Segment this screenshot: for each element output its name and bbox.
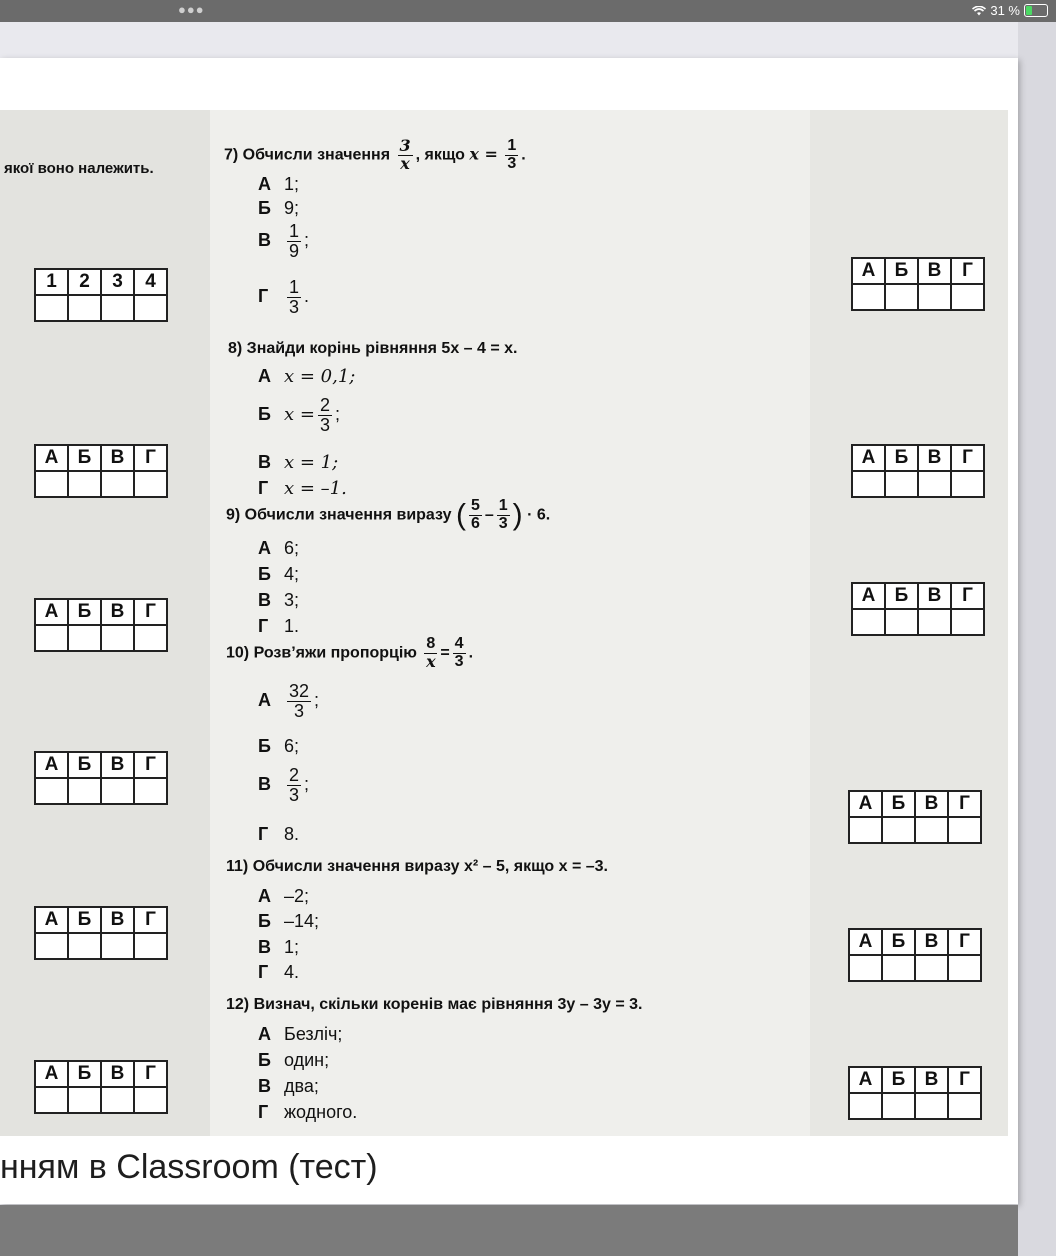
- answer-grid-numeric: [34, 268, 168, 322]
- question-9: 9) Обчисли значення виразу ( $\frac{5}{6}$ – $\frac{1}{3}$ ) · 6.: [226, 497, 551, 532]
- grid-cell[interactable]: [885, 471, 918, 497]
- status-bar: [0, 0, 1056, 22]
- grid-header: А: [35, 599, 68, 625]
- option-9d[interactable]: Г 1.: [258, 616, 300, 636]
- grid-cell[interactable]: [885, 284, 918, 310]
- grid-cell[interactable]: [68, 933, 101, 959]
- grid-header: А: [35, 907, 68, 933]
- grid-cell[interactable]: [849, 955, 882, 981]
- answer-grid: [34, 598, 168, 652]
- grid-header: Г: [951, 258, 984, 284]
- question-12: 12) Визнач, скільки коренів має рівняння 3y – 3y = 3.: [226, 996, 643, 1013]
- grid-cell[interactable]: [101, 625, 134, 651]
- grid-cell[interactable]: [852, 471, 885, 497]
- grid-cell[interactable]: [852, 609, 885, 635]
- answer-grid: [34, 751, 168, 805]
- grid-cell[interactable]: [915, 1093, 948, 1119]
- grid-header: Г: [951, 583, 984, 609]
- question-10: 10) Розв’яжи пропорцію $\frac{8}{x}$ = $\frac{4}{3}$ .: [226, 635, 474, 671]
- grid-header: Г: [948, 791, 981, 817]
- battery-percent: 31 %: [990, 3, 1020, 18]
- grid-cell[interactable]: [35, 1087, 68, 1113]
- grid-cell[interactable]: [134, 295, 167, 321]
- grid-header: В: [101, 599, 134, 625]
- multitask-dots-icon[interactable]: ●●●: [178, 2, 205, 17]
- answer-grid: [34, 444, 168, 498]
- grid-header: 1: [35, 269, 68, 295]
- grid-header: В: [101, 907, 134, 933]
- question-8: 8) Знайди корінь рівняння 5x – 4 = x.: [228, 340, 518, 357]
- grid-cell[interactable]: [68, 295, 101, 321]
- grid-cell[interactable]: [918, 284, 951, 310]
- wifi-icon: [972, 6, 986, 16]
- grid-header: Б: [885, 445, 918, 471]
- grid-header: 3: [101, 269, 134, 295]
- answer-grid: [848, 1066, 982, 1120]
- grid-header: А: [852, 258, 885, 284]
- grid-header: А: [852, 583, 885, 609]
- grid-cell[interactable]: [68, 471, 101, 497]
- option-7d[interactable]: Г $\frac{1}{3}$ .: [258, 277, 310, 317]
- grid-cell[interactable]: [101, 778, 134, 804]
- grid-cell[interactable]: [882, 817, 915, 843]
- option-8c[interactable]: В x = 1;: [258, 452, 339, 473]
- grid-header: В: [915, 1067, 948, 1093]
- grid-header: Г: [134, 599, 167, 625]
- side-strip: [1018, 22, 1056, 1256]
- option-10b[interactable]: Б 6;: [258, 736, 300, 756]
- grid-header: В: [918, 583, 951, 609]
- grid-header: В: [915, 929, 948, 955]
- grid-header: Г: [948, 929, 981, 955]
- grid-header: В: [918, 445, 951, 471]
- grid-header: В: [101, 1061, 134, 1087]
- question-7: 7) Обчисли значення $\frac{3}{x}$ , якщо x = $\frac{1}{3}$ .: [224, 136, 526, 173]
- answer-grid: [851, 582, 985, 636]
- grid-cell[interactable]: [915, 817, 948, 843]
- grid-cell[interactable]: [852, 284, 885, 310]
- option-7b[interactable]: Б 9;: [258, 198, 300, 218]
- grid-header: Г: [948, 1067, 981, 1093]
- grid-header: А: [849, 929, 882, 955]
- grid-header: А: [35, 1061, 68, 1087]
- grid-cell[interactable]: [134, 1087, 167, 1113]
- grid-cell[interactable]: [951, 471, 984, 497]
- grid-cell[interactable]: [882, 955, 915, 981]
- grid-cell[interactable]: [101, 471, 134, 497]
- option-7c[interactable]: В $\frac{1}{9}$ ;: [258, 221, 310, 261]
- grid-cell[interactable]: [68, 778, 101, 804]
- answer-grid: [848, 790, 982, 844]
- option-10d[interactable]: Г 8.: [258, 824, 300, 844]
- grid-header: Б: [68, 907, 101, 933]
- grid-header: Б: [68, 1061, 101, 1087]
- slide-caption: нням в Classroom (тест): [0, 1148, 378, 1186]
- middle-column: [210, 110, 810, 1136]
- grid-cell[interactable]: [68, 1087, 101, 1113]
- answer-grid: [34, 906, 168, 960]
- grid-header: Б: [68, 599, 101, 625]
- option-12d[interactable]: Г жодного.: [258, 1102, 358, 1122]
- option-11c[interactable]: В 1;: [258, 937, 300, 957]
- grid-header: А: [849, 791, 882, 817]
- grid-cell[interactable]: [101, 933, 134, 959]
- grid-cell[interactable]: [849, 1093, 882, 1119]
- answer-grid: [34, 1060, 168, 1114]
- option-9b[interactable]: Б 4;: [258, 564, 300, 584]
- grid-header: 2: [68, 269, 101, 295]
- grid-cell[interactable]: [134, 471, 167, 497]
- option-10a[interactable]: А $\frac{32}{3}$ ;: [258, 681, 320, 721]
- grid-header: А: [35, 752, 68, 778]
- option-12c[interactable]: В два;: [258, 1076, 319, 1096]
- grid-cell[interactable]: [101, 295, 134, 321]
- answer-grid: [851, 444, 985, 498]
- option-11b[interactable]: Б –14;: [258, 911, 320, 931]
- grid-cell[interactable]: [35, 471, 68, 497]
- grid-header: А: [849, 1067, 882, 1093]
- option-8d[interactable]: Г x = –1.: [258, 478, 347, 499]
- left-heading: якої воно належить.: [4, 160, 154, 177]
- answer-grid: [851, 257, 985, 311]
- option-12a[interactable]: А Безліч;: [258, 1024, 343, 1044]
- grid-header: Г: [134, 445, 167, 471]
- grid-cell[interactable]: [885, 609, 918, 635]
- grid-cell[interactable]: [134, 625, 167, 651]
- grid-header: А: [35, 445, 68, 471]
- grid-cell[interactable]: [35, 933, 68, 959]
- grid-cell[interactable]: [918, 609, 951, 635]
- grid-cell[interactable]: [68, 625, 101, 651]
- grid-header: Б: [885, 258, 918, 284]
- grid-header: Г: [134, 752, 167, 778]
- grid-cell[interactable]: [101, 1087, 134, 1113]
- option-12b[interactable]: Б один;: [258, 1050, 330, 1070]
- grid-cell[interactable]: [951, 284, 984, 310]
- worksheet-scan: [0, 110, 1008, 1136]
- status-right: [972, 3, 1048, 18]
- grid-header: В: [918, 258, 951, 284]
- grid-cell[interactable]: [948, 1093, 981, 1119]
- grid-header: Б: [68, 752, 101, 778]
- grid-header: 4: [134, 269, 167, 295]
- option-11d[interactable]: Г 4.: [258, 962, 300, 982]
- grid-cell[interactable]: [918, 471, 951, 497]
- option-8b[interactable]: Б x = $\frac{2}{3}$ ;: [258, 395, 340, 435]
- grid-cell[interactable]: [948, 955, 981, 981]
- grid-header: В: [915, 791, 948, 817]
- grid-cell[interactable]: [134, 933, 167, 959]
- grid-cell[interactable]: [948, 817, 981, 843]
- grid-cell[interactable]: [951, 609, 984, 635]
- grid-header: Б: [68, 445, 101, 471]
- option-9a[interactable]: А 6;: [258, 538, 300, 558]
- grid-header: Б: [882, 929, 915, 955]
- question-11: 11) Обчисли значення виразу x² – 5, якщо x = –3.: [226, 858, 608, 875]
- option-9c[interactable]: В 3;: [258, 590, 300, 610]
- grid-cell[interactable]: [915, 955, 948, 981]
- grid-header: В: [101, 445, 134, 471]
- grid-cell[interactable]: [35, 295, 68, 321]
- grid-header: Г: [951, 445, 984, 471]
- grid-header: Б: [885, 583, 918, 609]
- grid-header: Г: [134, 907, 167, 933]
- bottom-bar: [0, 1205, 1018, 1256]
- grid-cell[interactable]: [134, 778, 167, 804]
- option-7a[interactable]: А 1;: [258, 174, 300, 194]
- option-8a[interactable]: А x = 0,1;: [258, 366, 356, 387]
- grid-cell[interactable]: [882, 1093, 915, 1119]
- grid-cell[interactable]: [849, 817, 882, 843]
- grid-header: Б: [882, 1067, 915, 1093]
- grid-header: А: [852, 445, 885, 471]
- grid-header: Г: [134, 1061, 167, 1087]
- grid-header: В: [101, 752, 134, 778]
- grid-cell[interactable]: [35, 778, 68, 804]
- option-11a[interactable]: А –2;: [258, 886, 310, 906]
- grid-cell[interactable]: [35, 625, 68, 651]
- battery-icon: [1024, 4, 1048, 17]
- option-10c[interactable]: В $\frac{2}{3}$ ;: [258, 765, 310, 805]
- answer-grid: [848, 928, 982, 982]
- grid-header: Б: [882, 791, 915, 817]
